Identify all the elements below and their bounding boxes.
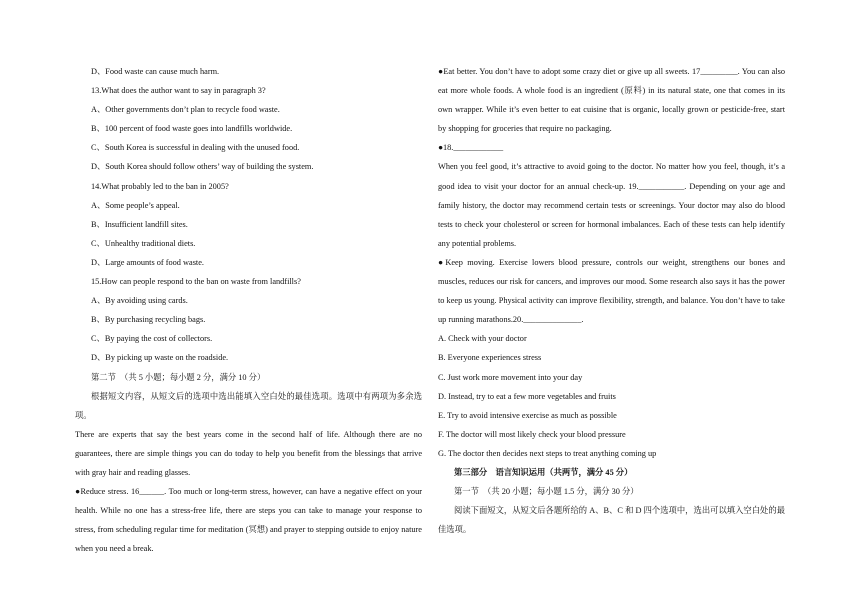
passage-intro: There are experts that say the best years come in the second half of life. Although there are no guarantees, there are simple things you can do today to help you benefit from the blessings that arrive with gray hair and reading glasses. (75, 429, 422, 477)
q15-option-b: B、By purchasing recycling bags. (91, 315, 206, 325)
q12-option-d: D、Food waste can cause much harm. (91, 67, 220, 76)
q14-stem: 14.What probably led to the ban in 2005? (91, 181, 229, 191)
right-column (438, 62, 785, 539)
part3-title: 第三部分 语言知识运用（共两节，满分 45 分） (454, 467, 633, 477)
q13-option-c: C、South Korea is successful in dealing with the unused food. (91, 143, 300, 153)
q15-option-a: A、By avoiding using cards. (91, 296, 188, 306)
section2-instructions: 根据短文内容，从短文后的选项中选出能填入空白处的最佳选项。选项中有两项为多余选项。 (75, 391, 422, 420)
q15-option-d: D、By picking up waste on the roadside. (91, 353, 229, 363)
option-b: B. Everyone experiences stress (438, 353, 542, 363)
q14-option-a: A、Some people’s appeal. (91, 200, 180, 210)
section1-title: 第一节 （共 20 小题；每小题 1.5 分，满分 30 分） (454, 487, 639, 497)
passage-item-18: ●18.____________ (438, 143, 504, 153)
q14-option-b: B、Insufficient landfill sites. (91, 219, 188, 229)
option-c: C. Just work more movement into your day (438, 372, 583, 382)
left-column (75, 62, 422, 558)
option-a: A. Check with your doctor (438, 334, 527, 344)
q14-option-d: D、Large amounts of food waste. (91, 257, 204, 267)
passage-doctor: When you feel good, it’s attractive to avoid going to the doctor. No matter how you feel, though, it’s a good idea to visit your doctor for an annual check-up. 19.___________. Depending on your age and family history, the doctor may recommend certain tests or screenings. Your doctor may also do blood tests to check your cholesterol or screen for hormonal imbalances. Each of these tests can help identify any potential problems. (438, 162, 785, 248)
q14-option-c: C、Unhealthy traditional diets. (91, 238, 196, 248)
q13-option-b: B、100 percent of food waste goes into landfills worldwide. (91, 124, 293, 134)
passage-keep-moving: ●Keep moving. Exercise lowers blood pressure, controls our weight, strengthens our bones and muscles, reduces our risk for cancers, and improves our mood. Some research also says it has the power to keep us young. Physical activity can improve flexibility, strength, and balance. You don’t have to take up running marathons.20.______________. (438, 257, 785, 325)
q13-stem: 13.What does the author want to say in paragraph 3? (91, 86, 266, 96)
option-e: E. Try to avoid intensive exercise as much as possible (438, 410, 617, 420)
q15-option-c: C、By paying the cost of collectors. (91, 334, 213, 344)
passage-reduce-stress: ●Reduce stress. 16______. Too much or long-term stress, however, can have a negative effect on your health. While no one has a stress-free life, there are steps you can take to manage your response to stress, from scheduling regular time for meditation (冥想) and prayer to stepping outside to enjoy nature when you need a break. (75, 487, 422, 554)
option-g: G. The doctor then decides next steps to treat anything coming up (438, 448, 657, 458)
section2-title: 第二节 （共 5 小题；每小题 2 分，满分 10 分） (91, 372, 266, 382)
option-d: D. Instead, try to eat a few more vegetables and fruits (438, 391, 616, 401)
q13-option-a: A、Other governments don’t plan to recycle food waste. (91, 105, 280, 115)
passage-eat-better: ●Eat better. You don’t have to adopt some crazy diet or give up all sweets. 17_________. You can also eat more whole foods. A whole food is an ingredient (原料) in its natural state, one that comes in its own wrapper. While it’s even better to eat cuisine that is organic, locally grown or pesticide-free, start by shopping for groceries that require no packaging. (438, 67, 785, 134)
q13-option-d: D、South Korea should follow others’ way of building the system. (91, 162, 314, 172)
option-f: F. The doctor will most likely check your blood pressure (438, 429, 626, 439)
part3-instructions: 阅读下面短文，从短文后各题所给的 A、B、C 和 D 四个选项中，选出可以填入空白处的最佳选项。 (438, 506, 785, 535)
q15-stem: 15.How can people respond to the ban on waste from landfills? (91, 277, 301, 287)
